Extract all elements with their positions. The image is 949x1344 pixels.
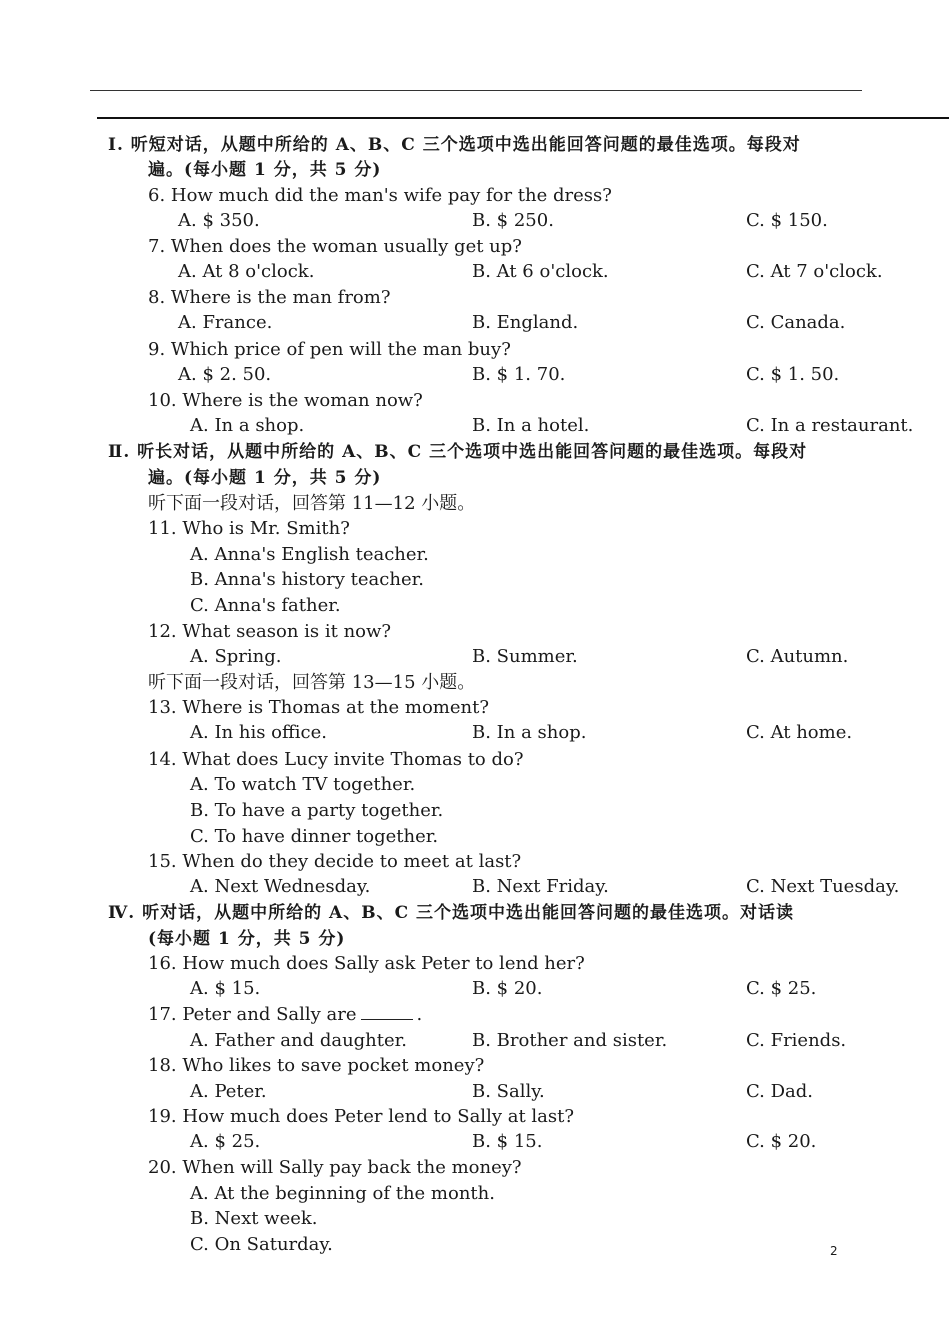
q7-option-c: C. At 7 o'clock. — [746, 261, 883, 282]
question-6: 6. How much did the man's wife pay for the dress? — [148, 185, 612, 206]
question-12: 12. What season is it now? — [148, 621, 392, 642]
question-14: 14. What does Lucy invite Thomas to do? — [148, 749, 524, 770]
q17-option-a: A. Father and daughter. — [190, 1030, 408, 1051]
q15-option-c: C. Next Tuesday. — [746, 876, 900, 897]
question-8: 8. Where is the man from? — [148, 287, 391, 308]
question-19: 19. How much does Peter lend to Sally at last? — [148, 1106, 575, 1127]
q6-option-a: A. $ 350. — [178, 210, 260, 231]
q20-option-b: B. Next week. — [190, 1208, 318, 1229]
question-17 — [148, 1003, 422, 1027]
page-number: 2 — [830, 1244, 838, 1258]
q20-option-c-clipped — [190, 1229, 590, 1255]
top-rule — [90, 90, 862, 91]
q16-option-a: A. $ 15. — [190, 978, 261, 999]
q10-option-a: A. In a shop. — [190, 415, 305, 436]
q13-option-b: B. In a shop. — [472, 722, 587, 743]
q16-option-c: C. $ 25. — [746, 978, 817, 999]
question-10: 10. Where is the woman now? — [148, 390, 423, 411]
q9-option-a: A. $ 2. 50. — [178, 364, 272, 385]
answer-blank — [361, 1005, 413, 1020]
q18-option-c: C. Dad. — [746, 1081, 813, 1102]
q10-option-c: C. In a restaurant. — [746, 415, 914, 436]
q12-option-b: B. Summer. — [472, 646, 578, 667]
question-11: 11. Who is Mr. Smith? — [148, 518, 350, 539]
q17-option-b: B. Brother and sister. — [472, 1030, 668, 1051]
question-15: 15. When do they decide to meet at last? — [148, 851, 522, 872]
q20-option-a: A. At the beginning of the month. — [190, 1183, 495, 1204]
section-3-instruction: 遍。(每小题 1 分，共 5 分) — [148, 160, 382, 180]
q13-option-a: A. In his office. — [190, 722, 328, 743]
q18-option-a: A. Peter. — [190, 1081, 267, 1102]
q20-option-c: C. On Saturday. — [190, 1234, 333, 1255]
q8-option-b: B. England. — [472, 312, 579, 333]
q19-option-b: B. $ 15. — [472, 1131, 543, 1152]
section-5-header: Ⅳ. 听对话，从题中所给的 A、B、C 三个选项中选出能回答问题的最佳选项。对话读 — [108, 903, 795, 923]
q8-option-a: A. France. — [178, 312, 273, 333]
question-7: 7. When does the woman usually get up? — [148, 236, 522, 257]
q19-option-a: A. $ 25. — [190, 1131, 261, 1152]
section-4-header: Ⅱ. 听长对话，从题中所给的 A、B、C 三个选项中选出能回答问题的最佳选项。每段对 — [108, 442, 808, 462]
q17-period: . — [416, 1004, 423, 1025]
q19-option-c: C. $ 20. — [746, 1131, 817, 1152]
section-5-instruction: (每小题 1 分，共 5 分) — [148, 929, 346, 949]
q7-option-a: A. At 8 o'clock. — [178, 261, 315, 282]
q11-option-a: A. Anna's English teacher. — [190, 544, 429, 565]
question-9: 9. Which price of pen will the man buy? — [148, 339, 511, 360]
section-3-header: Ⅰ. 听短对话，从题中所给的 A、B、C 三个选项中选出能回答问题的最佳选项。每段对 — [108, 135, 801, 155]
dialogue-intro-1: 听下面一段对话，回答第 11—12 小题。 — [148, 493, 476, 514]
question-13: 13. Where is Thomas at the moment? — [148, 697, 489, 718]
q17-stem: 17. Peter and Sally are — [148, 1004, 357, 1025]
q10-option-b: B. In a hotel. — [472, 415, 590, 436]
question-16: 16. How much does Sally ask Peter to lend her? — [148, 953, 585, 974]
q14-option-b: B. To have a party together. — [190, 800, 444, 821]
q17-option-c: C. Friends. — [746, 1030, 847, 1051]
q12-option-a: A. Spring. — [190, 646, 282, 667]
question-18: 18. Who likes to save pocket money? — [148, 1055, 485, 1076]
section-4-instruction: 遍。(每小题 1 分，共 5 分) — [148, 468, 382, 488]
q9-option-b: B. $ 1. 70. — [472, 364, 566, 385]
q13-option-c: C. At home. — [746, 722, 853, 743]
q14-option-a: A. To watch TV together. — [190, 774, 416, 795]
q9-option-c: C. $ 1. 50. — [746, 364, 840, 385]
q8-option-c: C. Canada. — [746, 312, 846, 333]
q6-option-b: B. $ 250. — [472, 210, 554, 231]
question-20: 20. When will Sally pay back the money? — [148, 1157, 522, 1178]
q15-option-a: A. Next Wednesday. — [190, 876, 371, 897]
q11-option-b: B. Anna's history teacher. — [190, 569, 424, 590]
section-rule — [97, 117, 949, 119]
q11-option-c: C. Anna's father. — [190, 595, 341, 616]
q12-option-c: C. Autumn. — [746, 646, 849, 667]
dialogue-intro-2: 听下面一段对话，回答第 13—15 小题。 — [148, 672, 476, 693]
q6-option-c: C. $ 150. — [746, 210, 828, 231]
q7-option-b: B. At 6 o'clock. — [472, 261, 609, 282]
q14-option-c: C. To have dinner together. — [190, 826, 439, 847]
q16-option-b: B. $ 20. — [472, 978, 543, 999]
q15-option-b: B. Next Friday. — [472, 876, 609, 897]
q18-option-b: B. Sally. — [472, 1081, 545, 1102]
